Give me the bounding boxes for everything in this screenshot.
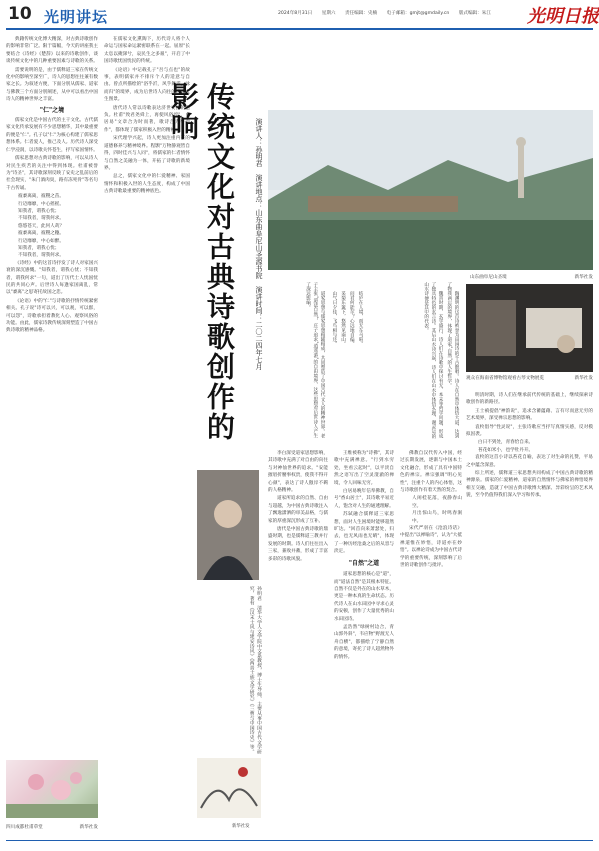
body-paragraph: 陶渊明的这首诗被誉为田园诗的千古绝唱。诗人在自然中体悟大道，达到了物我两忘的境界，体现了道家"自然"的人生哲学。 (446, 282, 459, 439)
poem-line: 采菊东篱下，悠然见南山。 (340, 291, 346, 347)
flower-caption (6, 824, 98, 830)
body-paragraph: 王士禛提倡"神韵说"，追求含蓄蕴藉、言有尽而意无穷的艺术境界，深受禅宗思想的影响。 (466, 408, 593, 422)
header-rule (6, 28, 593, 30)
intro-paragraph: 典籍传统文化博大精深，对古典诗歌创作的影响非常广泛。限于篇幅，今天的讲座我主要结合《诗经》《楚辞》以来的诗歌创作，谈谈传统文化中的几种重要因素与诗歌的关系。 (6, 37, 98, 65)
museum-illustration (466, 284, 593, 372)
landscape-illustration (268, 110, 593, 270)
body-column-2 (104, 36, 190, 818)
museum-caption-text: 观众在海南省博物馆观看古琴文物展览 (466, 376, 545, 381)
flower-illustration (6, 760, 98, 818)
body-paragraph: 《诗经》中的这首诗抒发了诗人对家国兴衰的深沉感慨。"知我者，谓我心忧；不知我者，谓我何求"一句，道出了历代士人忧国忧民的共同心声。后世诗人每逢家国离乱，常以"黍离"之思寄托故国之悲。 (6, 260, 98, 296)
main-photo (268, 110, 593, 270)
museum-credit: 新华社发 (574, 376, 593, 381)
body-paragraph: 综上所述，儒释道三家思想共同构成了中国古典诗歌的精神源泉。儒家的仁爱精神、道家的自然情怀与佛家的禅悟境界相互交融，造就了中国古典诗歌博大精深、异彩纷呈的艺术风貌，至今仍值得我们深入学习和传承。 (466, 471, 593, 499)
body-paragraph: 儒家思想对古典诗歌的影响，可以从诗人对民生疾苦的关注中得到体现。杜甫被誉为"诗圣"，其诗歌深刻反映了安史之乱前后的社会现实，"朱门酒肉臭，路有冻死骨"等名句千古传诵。 (6, 156, 98, 191)
body-paragraph: 明清时期，诗人们在继承前代传统的基础上，继续探索诗歌创作的新路径。 (466, 393, 593, 406)
main-caption-text: 山东曲阜尼山圣境 (470, 275, 507, 280)
body-paragraph: 唐代诗人常以诗歌表达济世安民的抱负。杜甫"致君尧舜上，再使风俗淳"，白居易"文章合为时而著，歌诗合为事而作"，都体现了儒家积极入世的精神。 (104, 105, 190, 133)
poem-line: 山气日夕佳，飞鸟相与还。 (331, 291, 337, 347)
body-column-7 (466, 392, 593, 818)
body-paragraph: 《论语》中的"仁"与诗歌的抒情传统紧密相关。孔子说"诗可以兴，可以观，可以群，可以怨"，诗歌承担着教化人心、观察风俗的功能。由此，儒家诗教传统深刻塑造了中国古典诗歌的精神品格。 (6, 298, 98, 334)
museum-photo (466, 284, 593, 372)
poem-line: 彼黍离离，彼稷之穗。 (18, 231, 64, 237)
author-bio: 孙明君 清华大学人文学院中文系教授，博士生导师，主要从事中国古代文学研究，著有《汉末士风与建安诗风》《两晋士族文学研究》《三曹与中国诗史》等。 (248, 586, 261, 754)
author-line: 演讲人：孙明君 演讲地点：山东曲阜尼山圣源书院 演讲时间：二〇二四年七月 (255, 118, 263, 370)
museum-caption (466, 376, 593, 383)
body-column-5 (334, 450, 394, 818)
section-heading-ren: "仁"之境 (39, 106, 65, 114)
poem-line: 悠悠苍天，此何人哉？ (18, 223, 64, 229)
body-paragraph: 道家所追求的自然、自由与超越，为中国古典诗歌注入了飘逸潇洒的审美品格，与儒家的厚重深沉形成了互补。 (268, 496, 328, 524)
body-paragraph: 《论语》中记载孔子"吾与点也"的故事，表明儒家并不排斥个人的适意与自由。曾点所描绘的"浴乎沂，风乎舞雩，咏而归"的境界，成为后世诗人向往的理想人生图景。 (104, 67, 190, 103)
flower-credit: 新华社发 (79, 825, 98, 830)
footer-rule (6, 840, 593, 841)
body-paragraph: 道家思想与儒家思想相辅相成，共同塑造了中国古代文人的精神世界。老子主张"道法自然"，庄子追求"逍遥游"的自由境界，这些思想对后世诗人产生了深远影响。 (305, 282, 325, 439)
section-heading-nature: "自然"之道 (348, 559, 380, 567)
body-column-3 (268, 282, 326, 442)
flower-photo (6, 760, 98, 818)
newspaper-logo: 光明日报 (527, 6, 599, 27)
body-paragraph: 李白深受道家思想影响，其诗歌中充满了对自由的向往与对神仙世界的追求。"安能摧眉折腰事权贵，使我不得开心颜"，表达了诗人傲岸不羁的人格精神。 (268, 451, 328, 494)
header-date: 2024年8月31日 (278, 11, 313, 16)
body-paragraph: 总之，儒家文化中的仁爱精神、家国情怀和积极入世的人生态度，构成了中国古典诗歌最重要的精神底色。 (104, 174, 190, 195)
body-paragraph: 宋代严羽在《沧浪诗话》中提出"以禅喻诗"，认为"大抵禅道惟在妙悟，诗道亦在妙悟"。以禅论诗成为中国古代诗学的重要传统，深刻影响了后世的诗歌创作与批评。 (400, 526, 462, 569)
poem-line: 不知我者，谓我何求。 (18, 253, 64, 259)
poem-line: 知我者，谓我心忧； (18, 245, 60, 251)
body-paragraph: 苏轼融合儒释道三家思想，面对人生困境时能够超然旷达。"回首向来萧瑟处，归去，也无风雨也无晴"，体现了一种历经沧桑之后的从容与淡定。 (334, 512, 394, 555)
header-weekday: 星期六 (321, 11, 336, 16)
body-paragraph: 孟浩然"绿树村边合，青山郭外斜"，韦应物"野渡无人舟自横"，都描绘了宁静自然的意境，寄托了诗人超然物外的情怀。 (334, 624, 394, 660)
body-paragraph: 唐代是中国古典诗歌的鼎盛时期，也是儒释道三教并行发展的时期。诗人们往往出入三家，兼收并蓄，形成了丰富多彩的诗歌风貌。 (268, 527, 328, 562)
body-paragraph: 佛教自汉代传入中国，经过长期发展，逐渐与中国本土文化融合，形成了具有中国特色的禅宗。禅宗强调"明心见性"，注重个人的内心体悟，这与诗歌创作有着天然的契合。 (400, 451, 462, 494)
poem-line: 行迈靡靡，中心如醉。 (18, 238, 64, 244)
body-paragraph: 袁枚的这首小诗以苔花自喻，表达了对生命的礼赞，平易之中蕴含深意。 (466, 455, 593, 468)
main-photo-caption (470, 274, 593, 280)
poem-line: 苔花如米小，也学牡丹开。 (478, 447, 534, 453)
body-column-3b (368, 282, 460, 442)
poem-line: 知我者，谓我心忧； (18, 208, 60, 214)
poem-line: 月出惊山鸟，时鸣春涧中。 (412, 511, 462, 524)
poem-line: 彼黍离离，彼稷之苗。 (18, 194, 64, 200)
ink-illustration (197, 758, 261, 818)
header-editor: 责任编辑：史楠 (344, 11, 378, 16)
body-paragraph: 在儒家文化熏陶下，历代诗人将个人命运与国家命运紧密联系在一起。屈原"长太息以掩涕兮，哀民生之多艰"，开启了中国诗歌忧国忧民的传统。 (104, 37, 190, 65)
page-number: 10 (8, 4, 32, 24)
flower-caption-text: 四川成都杜甫草堂 (6, 825, 43, 830)
author-portrait (197, 470, 259, 580)
poem-block (400, 495, 462, 525)
article-title: 传统文化对古典诗歌创作的影响 (167, 82, 236, 442)
poem-line: 白日不到处，青春恰自来。 (478, 440, 534, 446)
poem-block (466, 439, 593, 454)
poem-line: 人闲桂花落，夜静春山空。 (412, 496, 462, 509)
poem-line: 问君何能尔？心远地自偏。 (349, 291, 355, 347)
poem-block (6, 193, 98, 260)
body-paragraph: 魏晋时期，玄学盛行，诗人们在诗歌中探讨有无、本末等哲学问题，形成了独具特色的玄言诗。其后山水诗兴起，诗人们在山水中体悟玄理，谢灵运的山水诗便是其中的代表。 (423, 282, 444, 439)
portrait-illustration (197, 470, 259, 580)
poem-line: 不知我者，谓我何求。 (18, 216, 64, 222)
column-name: 光明讲坛 (44, 8, 109, 26)
ink-credit: 新华社发 (232, 824, 250, 829)
body-paragraph: 王维被称为"诗佛"，其诗歌中充满禅意。"行到水穷处，坐看云起时"，以平淡自然之语写出了空灵澄澈的禅境，令人回味无穷。 (334, 451, 394, 486)
header-designer: 版式编辑：朱江 (458, 11, 491, 16)
body-paragraph: 宋代理学兴起，诗人更加注重内在的道德修养与精神境界。程颢"万物静观皆自得，四时佳兴与人同"，将儒家的仁者情怀与自然之美融为一体，开拓了诗歌的新境界。 (104, 136, 190, 171)
poem-line: 结庐在人境，而无车马喧。 (358, 291, 363, 347)
body-paragraph: 道家思想的核心是"道"，而"道法自然"是其根本特征。自然不仅是外在的山水草木，更是一种本真的生命状态。历代诗人在山水田园中寻求心灵的安顿，创作了大量优秀的山水田园诗。 (334, 572, 394, 622)
header-email: 电子邮箱：gmjt@gmdaily.cn (386, 11, 450, 16)
body-paragraph: 白居易晚年信奉佛教，自号"香山居士"，其诗歌平易近人，饱含对人生的通透理解。 (334, 489, 394, 509)
main-credit: 新华社发 (574, 275, 593, 280)
body-paragraph: 儒家文化是中国古代的主干文化。古代儒家文化传承发展有不少思想精华，其中最重要的便是"仁"。孔子以"仁"为核心构建了儒家思想体系。仁者爱人，推己及人。历代诗人深受仁学浸润，以诗歌关怀苍生，抒写家国情怀。 (6, 118, 98, 153)
body-column-6 (400, 450, 462, 818)
poem-column-3 (330, 282, 364, 442)
body-column-4 (268, 450, 328, 818)
poem-line: 行迈靡靡，中心摇摇。 (18, 201, 64, 207)
header-meta (278, 10, 491, 16)
body-paragraph: 袁枚倡导"性灵说"，主张诗歌应当抒写真情实感，反对模拟因袭。 (466, 424, 593, 438)
intro-column (6, 36, 98, 818)
intro-paragraph-2: 需要说明的是，由于儒释道三家在传统文化中的影响至深至广，诗人的思想往往兼有数家之长。为叙述方便，下面分别从儒家、道家与佛教三个方面分别阐述，从中可以看出中国诗人的精神世界之丰富。 (6, 67, 98, 103)
ink-painting (197, 758, 261, 818)
